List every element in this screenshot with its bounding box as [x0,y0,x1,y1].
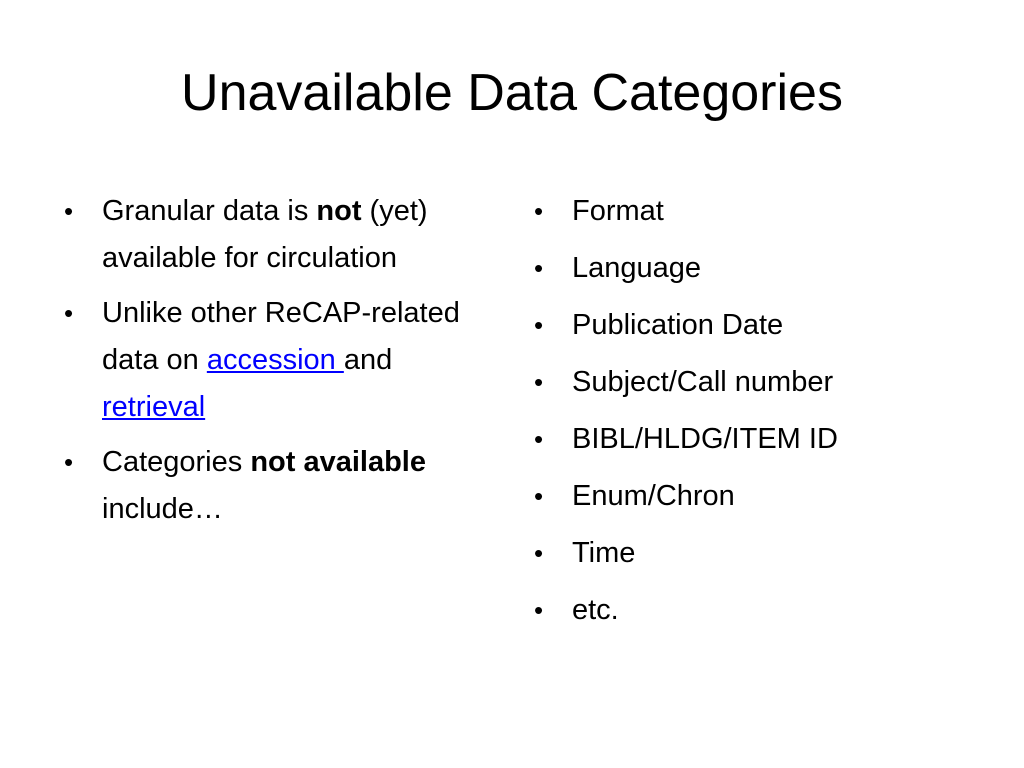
bullet-icon: • [64,447,74,477]
bullet-icon: • [534,424,544,454]
bullet-icon: • [534,538,544,568]
category-item-publication-date [530,302,970,349]
bullet-icon: • [534,595,544,625]
category-label: Subject/Call number [572,366,834,398]
category-item-time [530,530,970,577]
bullet-icon: • [534,481,544,511]
bullet-icon: • [64,196,74,226]
item-emphasis: not [316,195,362,227]
item-text: Categories [102,446,251,478]
bullet-icon: • [534,367,544,397]
item-emphasis: not available [250,446,426,478]
category-label: Publication Date [572,309,784,341]
item-text: Granular data is [102,195,317,227]
category-label: etc. [572,594,619,626]
category-item-bibl-hldg-item-id [530,416,970,463]
category-item-subject-call-number [530,359,970,406]
category-item-enum-chron [530,473,970,520]
slide-title: Unavailable Data Categories [181,64,843,122]
bullet-icon: • [534,310,544,340]
category-item-format [530,188,970,235]
list-item-categories [60,439,500,533]
category-label: Language [572,252,702,284]
category-label: Format [572,195,664,227]
category-label: BIBL/HLDG/ITEM ID [572,423,838,455]
category-label: Time [572,537,636,569]
category-list [530,188,970,634]
left-column [60,188,500,541]
bullet-icon: • [64,298,74,328]
bullet-icon: • [534,196,544,226]
bullet-icon: • [534,253,544,283]
category-item-etc [530,587,970,634]
category-item-language [530,245,970,292]
retrieval-link[interactable]: retrieval [102,391,206,423]
list-item-recap-data [60,290,500,431]
list-item-granular-data [60,188,500,282]
accession-link[interactable]: accession [206,344,344,376]
item-text: and [343,344,393,376]
item-text: include… [102,493,223,525]
right-column [530,188,970,644]
category-label: Enum/Chron [572,480,735,512]
item-text: (yet) available for circulation [102,195,428,274]
item-text: Unlike other ReCAP-related data on [102,297,460,376]
left-bullet-list [60,188,500,533]
